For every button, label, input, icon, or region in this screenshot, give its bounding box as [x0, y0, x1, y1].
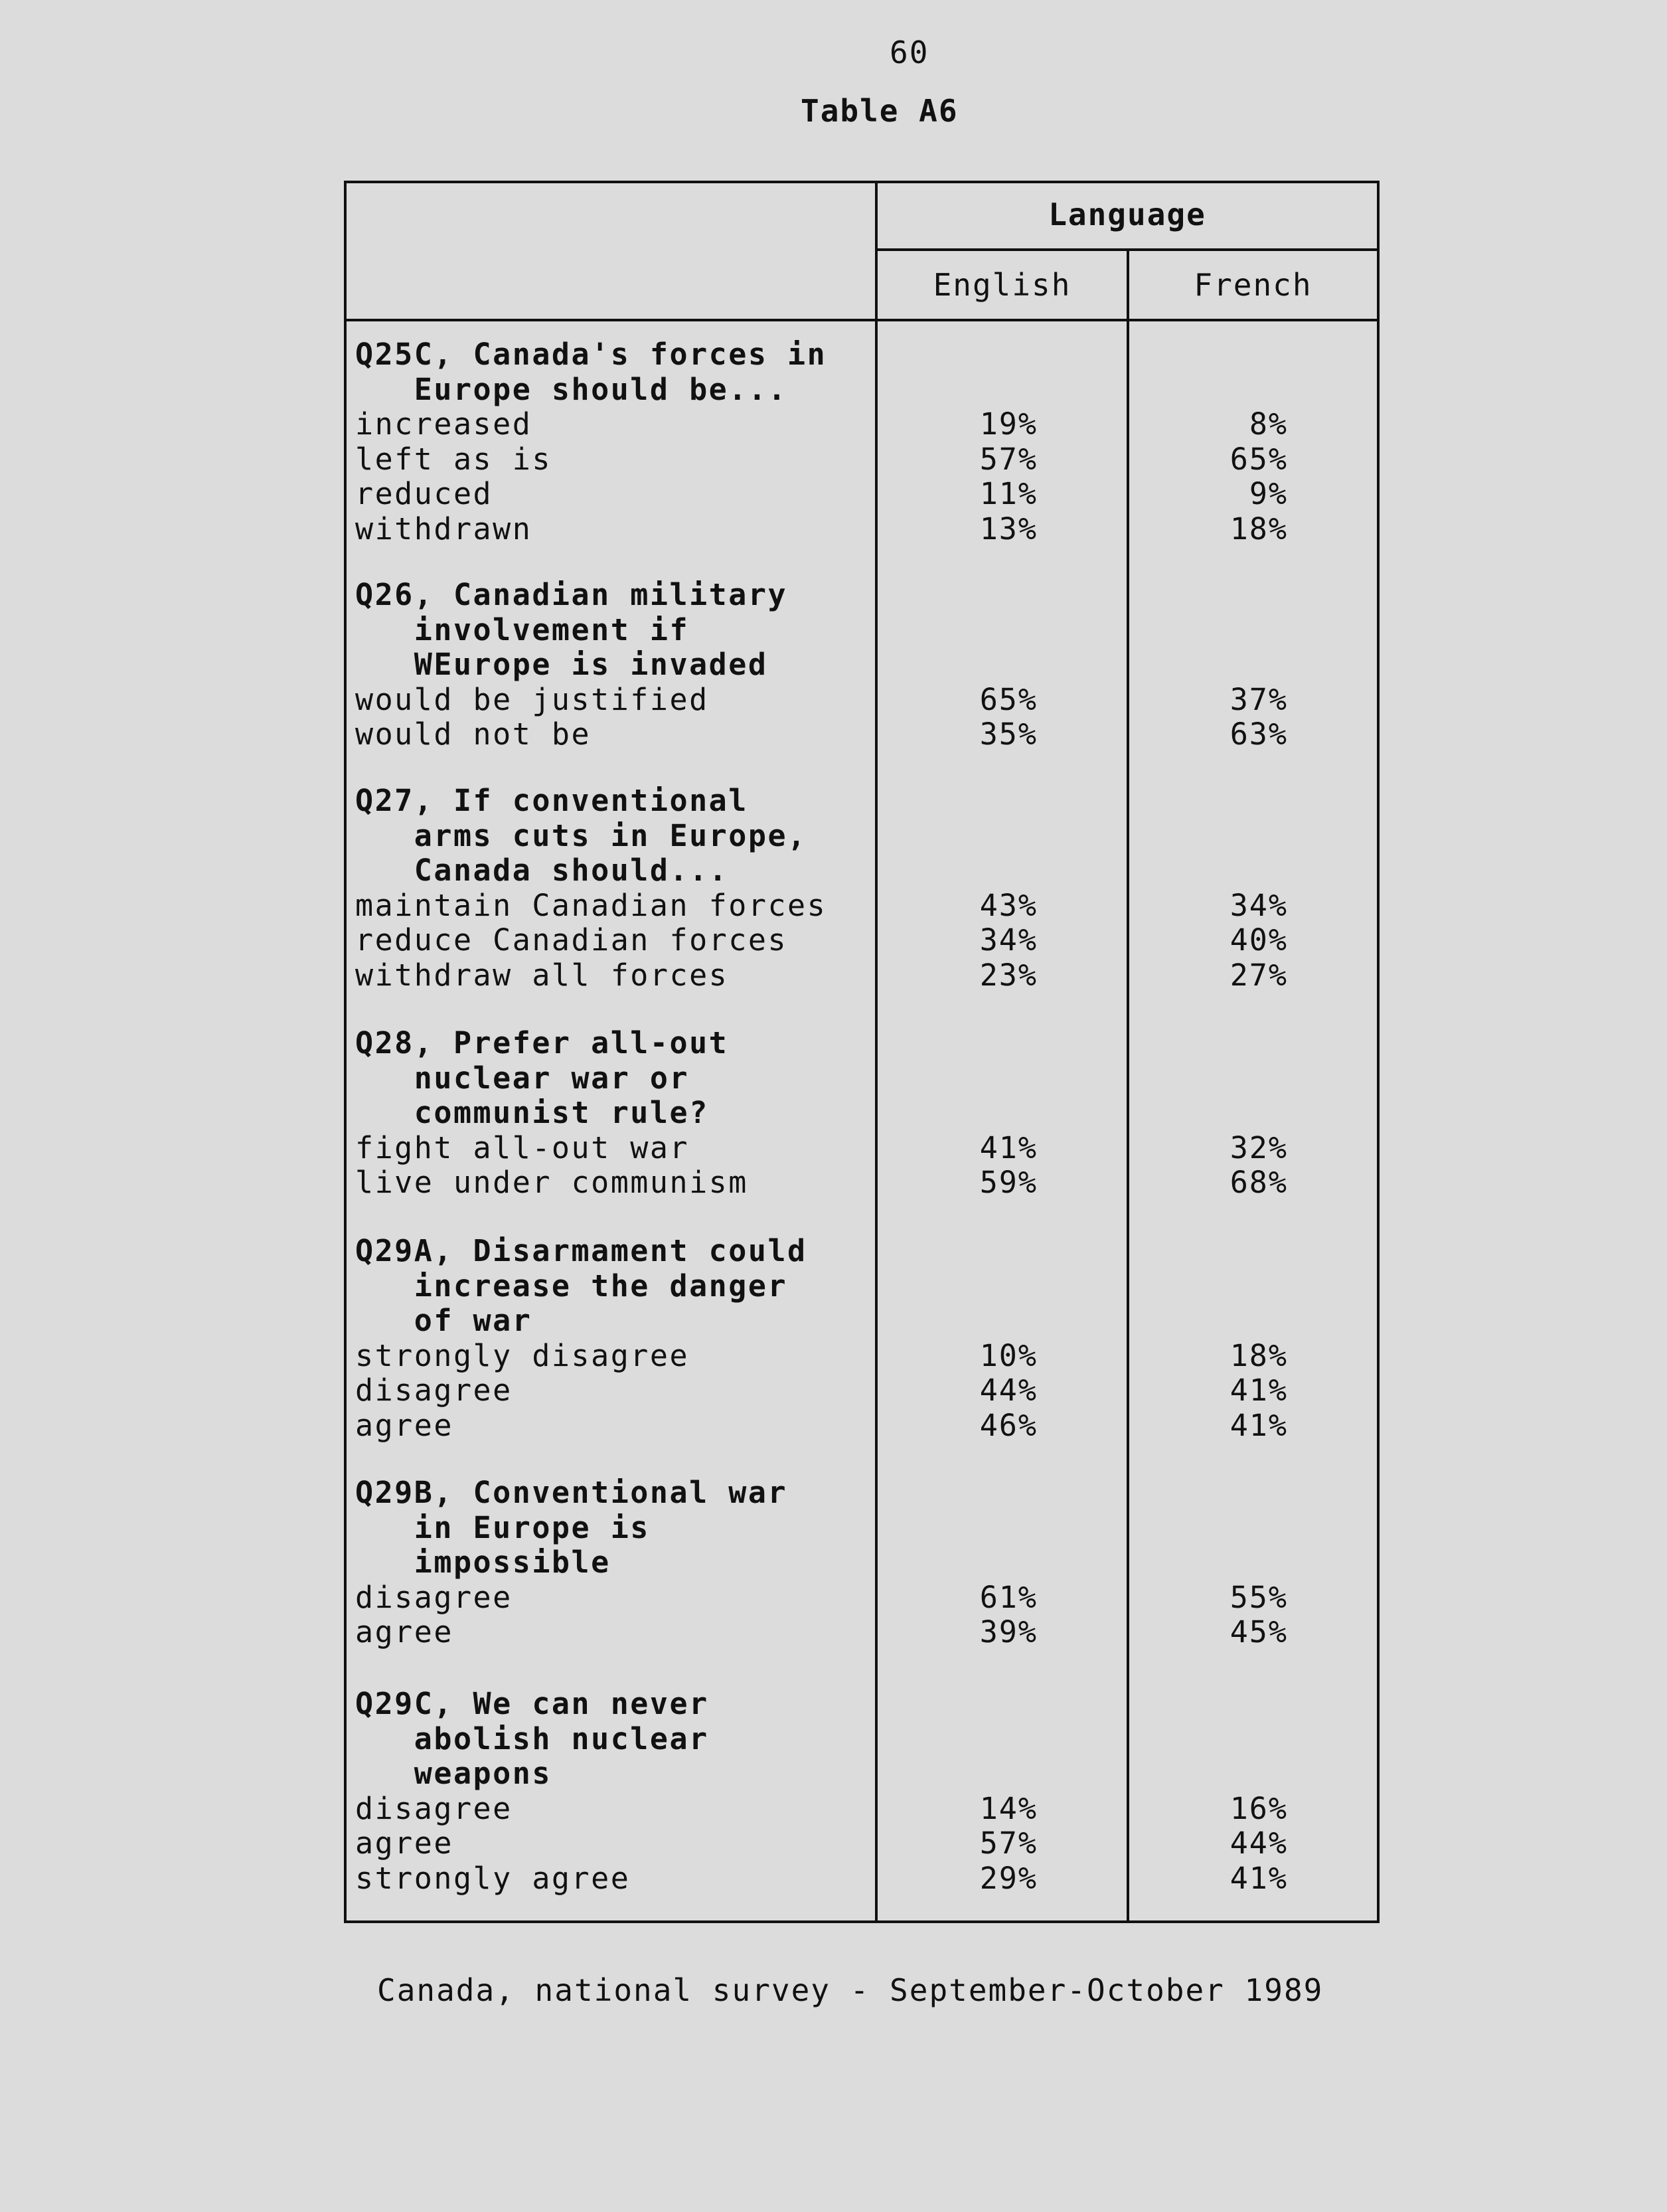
english-value: 35%: [979, 717, 1038, 752]
english-value: 13%: [979, 511, 1038, 547]
french-value: 68%: [1230, 1165, 1288, 1200]
question-title: Q29C, We can never abolish nuclear weapons: [355, 1686, 709, 1791]
french-value: 45%: [1230, 1614, 1288, 1650]
answer-label: would be justified: [355, 681, 709, 717]
english-value: 19%: [979, 406, 1038, 442]
english-value: 23%: [979, 957, 1038, 993]
question-title: Q25C, Canada's forces in Europe should be...: [355, 337, 827, 407]
answer-label: agree: [355, 1826, 453, 1861]
answer-label: disagree: [355, 1790, 513, 1826]
table-row: [355, 1407, 1288, 1444]
english-value: 34%: [979, 922, 1038, 958]
english-value: 14%: [979, 1790, 1038, 1826]
table-row: [355, 511, 1288, 547]
french-value: 18%: [1230, 1337, 1288, 1373]
table-row: [355, 441, 1288, 477]
question-title: Q27, If conventional arms cuts in Europe, Canada should...: [355, 783, 807, 888]
question-title: Q29A, Disarmament could increase the danger of war: [355, 1233, 807, 1338]
french-value: 55%: [1230, 1579, 1288, 1615]
question-title: Q28, Prefer all-out nuclear war or communist rule?: [355, 1025, 729, 1130]
answer-label: disagree: [355, 1579, 513, 1615]
french-value: 32%: [1230, 1130, 1288, 1165]
header-divider-bottom: [344, 319, 1380, 321]
table-row: [355, 1165, 1288, 1201]
table-row: [355, 1826, 1288, 1861]
table-row: [355, 1790, 1288, 1827]
french-value: 65%: [1230, 441, 1288, 477]
question-group: [355, 1475, 1288, 1650]
header-french: French: [1194, 267, 1312, 303]
french-value: 16%: [1230, 1790, 1288, 1826]
english-value: 43%: [979, 887, 1038, 923]
english-value: 41%: [979, 1130, 1038, 1165]
english-value: 46%: [979, 1407, 1038, 1443]
french-value: 40%: [1230, 922, 1288, 958]
french-value: 63%: [1230, 717, 1288, 752]
french-value: 41%: [1230, 1407, 1288, 1443]
table-row: [355, 1614, 1288, 1650]
english-value: 11%: [979, 476, 1038, 511]
page-number: 60: [890, 35, 929, 70]
table-row: [355, 1579, 1288, 1616]
header-divider-group: [875, 248, 1380, 251]
question-group: [355, 577, 1288, 752]
french-value: 9%: [1249, 476, 1288, 511]
question-group: [355, 1025, 1288, 1201]
table-row: [355, 887, 1288, 924]
english-value: 61%: [979, 1579, 1038, 1615]
english-value: 57%: [979, 441, 1038, 477]
english-value: 39%: [979, 1614, 1038, 1650]
answer-label: disagree: [355, 1373, 513, 1408]
answer-label: maintain Canadian forces: [355, 887, 827, 923]
answer-label: agree: [355, 1614, 453, 1650]
answer-label: strongly disagree: [355, 1337, 690, 1373]
question-group: [355, 1686, 1288, 1896]
footnote: Canada, national survey - September-October 1989: [377, 1972, 1324, 2008]
question-title: Q29B, Conventional war in Europe is impossible: [355, 1475, 788, 1580]
answer-label: reduced: [355, 476, 493, 511]
question-group: [355, 1233, 1288, 1443]
french-value: 27%: [1230, 957, 1288, 993]
french-value: 8%: [1249, 406, 1288, 442]
english-value: 44%: [979, 1373, 1038, 1408]
answer-label: fight all-out war: [355, 1130, 690, 1165]
french-value: 37%: [1230, 681, 1288, 717]
table-row: [355, 1860, 1288, 1897]
answer-label: agree: [355, 1407, 453, 1443]
french-value: 34%: [1230, 887, 1288, 923]
table-row: [355, 1373, 1288, 1408]
english-value: 29%: [979, 1860, 1038, 1896]
answer-label: withdraw all forces: [355, 957, 729, 993]
english-value: 57%: [979, 1826, 1038, 1861]
french-value: 41%: [1230, 1860, 1288, 1896]
answer-label: withdrawn: [355, 511, 532, 547]
table-row: [355, 1130, 1288, 1166]
table-row: [355, 406, 1288, 442]
english-value: 59%: [979, 1165, 1038, 1200]
table-row: [355, 681, 1288, 718]
answer-label: live under communism: [355, 1165, 748, 1200]
table-title: Table A6: [801, 93, 959, 129]
question-group: [355, 337, 1288, 547]
table-row: [355, 717, 1288, 752]
french-value: 41%: [1230, 1373, 1288, 1408]
french-value: 44%: [1230, 1826, 1288, 1861]
table-row: [355, 957, 1288, 993]
table-row: [355, 922, 1288, 958]
english-value: 10%: [979, 1337, 1038, 1373]
question-group: [355, 783, 1288, 993]
header-language: Language: [1048, 197, 1206, 232]
answer-label: strongly agree: [355, 1860, 631, 1896]
french-value: 18%: [1230, 511, 1288, 547]
answer-label: increased: [355, 406, 532, 442]
answer-label: would not be: [355, 717, 592, 752]
answer-label: reduce Canadian forces: [355, 922, 788, 958]
english-value: 65%: [979, 681, 1038, 717]
column-divider-english-french: [1127, 250, 1129, 1923]
table-row: [355, 1337, 1288, 1374]
answer-label: left as is: [355, 441, 552, 477]
question-title: Q26, Canadian military involvement if WEurope is invaded: [355, 577, 788, 682]
header-english: English: [933, 267, 1072, 303]
table-row: [355, 476, 1288, 512]
